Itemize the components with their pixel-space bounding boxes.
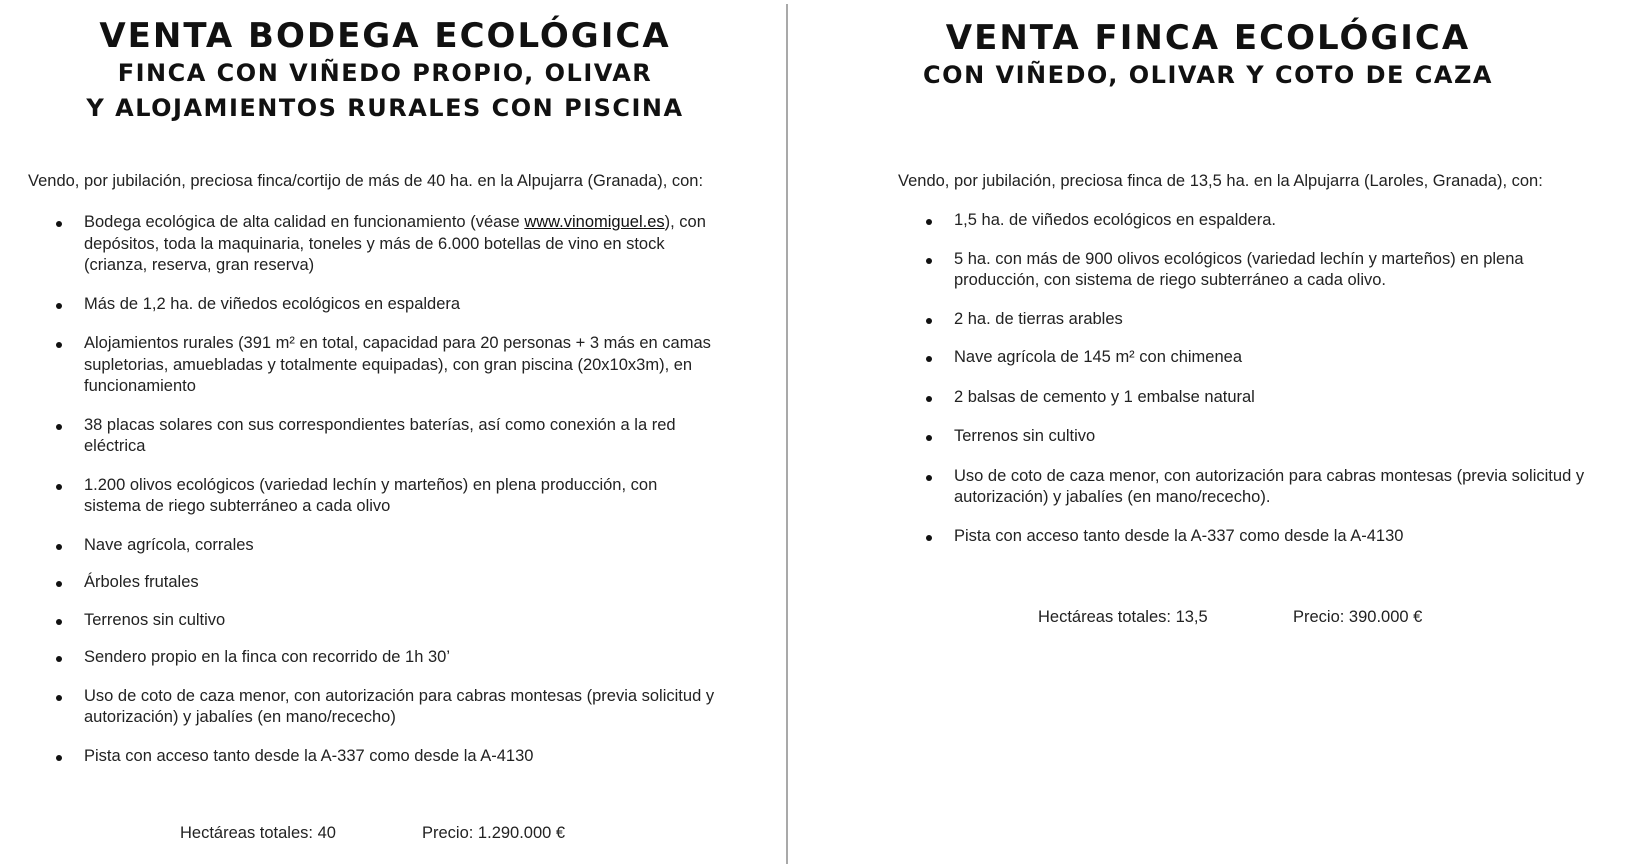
left-subtitle-line2: Y ALOJAMIENTOS RURALES CON PISCINA [86,94,684,122]
right-item7-text: Uso de coto de caza menor, con autorización para cabras montesas (previa solicitud y autorización) y jabalíes (en mano/rececho). [954,466,1585,506]
right-item4-text: Nave agrícola de 145 m² con chimenea [954,348,1242,366]
left-hectares: Hectáreas totales: 40 [180,824,336,842]
left-item8-text: Terrenos sin cultivo [84,610,226,629]
list-item [28,572,718,594]
left-item1-text-end: ), con depósitos, toda la maquinaria, toneles y más de 6.000 botellas de vino en stock (crianza, reserva, gran reserva) [84,213,706,274]
right-item8-text: Pista con acceso tanto desde la A-337 como desde la A-4130 [954,526,1404,545]
left-feature-list [28,212,718,785]
right-item5-text: 2 balsas de cemento y 1 embalse natural [954,387,1255,406]
list-item [898,466,1608,509]
left-item4-text: 38 placas solares con sus correspondientes baterías, así como conexión a la red eléctrica [84,415,676,455]
left-title: VENTA BODEGA ECOLÓGICA [99,16,671,56]
bullet-icon [56,619,62,625]
right-title: VENTA FINCA ECOLÓGICA [945,18,1471,58]
left-price: Precio: 1.290.000 € [422,824,566,842]
bullet-icon [926,396,932,402]
list-item [28,746,718,768]
left-item7-text: Árboles frutales [84,573,199,591]
right-item1-text: 1,5 ha. de viñedos ecológicos en espaldera. [954,211,1276,229]
right-item2-text: 5 ha. con más de 900 olivos ecológicos (variedad lechín y marteños) en plena producción, con sistema de riego subterráneo a cada olivo. [954,249,1524,289]
list-item [898,249,1608,292]
left-totals [0,822,786,844]
list-item [28,535,718,557]
list-item [898,526,1608,548]
bullet-icon [56,695,62,701]
list-item [28,212,718,277]
list-item [28,415,718,458]
website-link[interactable]: www.vinomiguel.es [524,213,665,231]
list-item [28,333,718,398]
right-subtitle: CON VIÑEDO, OLIVAR Y COTO DE CAZA [923,61,1493,89]
bullet-icon [56,755,62,761]
right-hectares: Hectáreas totales: 13,5 [1038,608,1208,626]
list-item [898,426,1608,448]
right-intro: Vendo, por jubilación, preciosa finca de 13,5 ha. en la Alpujarra (Laroles, Granada), con: [898,172,1543,190]
bullet-icon [926,356,932,362]
left-item3-text: Alojamientos rurales (391 m² en total, capacidad para 20 personas + 3 más en camas supletorias, amuebladas y totalmente equipadas), con gran piscina (20x10x3m), en funcionamiento [84,334,711,395]
right-item6-text: Terrenos sin cultivo [954,427,1096,445]
left-intro: Vendo, por jubilación, preciosa finca/cortijo de más de 40 ha. en la Alpujarra (Granada), con: [28,172,704,190]
list-item [28,475,718,518]
bullet-icon [926,258,932,264]
bullet-icon [926,475,932,481]
left-subtitle-line1: FINCA CON VIÑEDO PROPIO, OLIVAR [117,59,653,87]
list-item [898,387,1608,409]
bullet-icon [56,581,62,587]
bullet-icon [926,219,932,225]
right-price: Precio: 390.000 € [1293,608,1423,626]
left-title-block [60,16,710,126]
list-item [28,294,718,316]
bullet-icon [56,342,62,348]
list-item [28,610,718,632]
bullet-icon [926,435,932,441]
bullet-icon [56,424,62,430]
left-item6-text: Nave agrícola, corrales [84,535,254,554]
left-item11-text: Pista con acceso tanto desde la A-337 como desde la A-4130 [84,746,534,765]
left-item1-text-start: Bodega ecológica de alta calidad en funcionamiento (véase [84,213,525,231]
bullet-icon [56,303,62,309]
list-item [28,647,718,669]
right-title-block [908,18,1508,93]
bullet-icon [56,656,62,662]
bullet-icon [926,535,932,541]
left-item9-text: Sendero propio en la finca con recorrido de 1h 30’ [84,648,450,666]
column-divider [786,4,788,864]
right-item3-text: 2 ha. de tierras arables [954,309,1123,328]
bullet-icon [56,221,62,227]
bullet-icon [926,318,932,324]
bullet-icon [56,484,62,490]
right-feature-list [898,210,1608,565]
left-item2-text: Más de 1,2 ha. de viñedos ecológicos en espaldera [84,294,461,313]
list-item [28,686,718,729]
right-totals [788,606,1632,628]
list-item [898,210,1608,232]
left-item5-text: 1.200 olivos ecológicos (variedad lechín y marteños) en plena producción, con sistema de riego subterráneo a cada olivo [84,475,658,515]
list-item [898,309,1608,331]
left-item10-text: Uso de coto de caza menor, con autorización para cabras montesas (previa solicitud y autorización) y jabalíes (en mano/rececho) [84,686,715,726]
list-item [898,347,1608,369]
bullet-icon [56,544,62,550]
